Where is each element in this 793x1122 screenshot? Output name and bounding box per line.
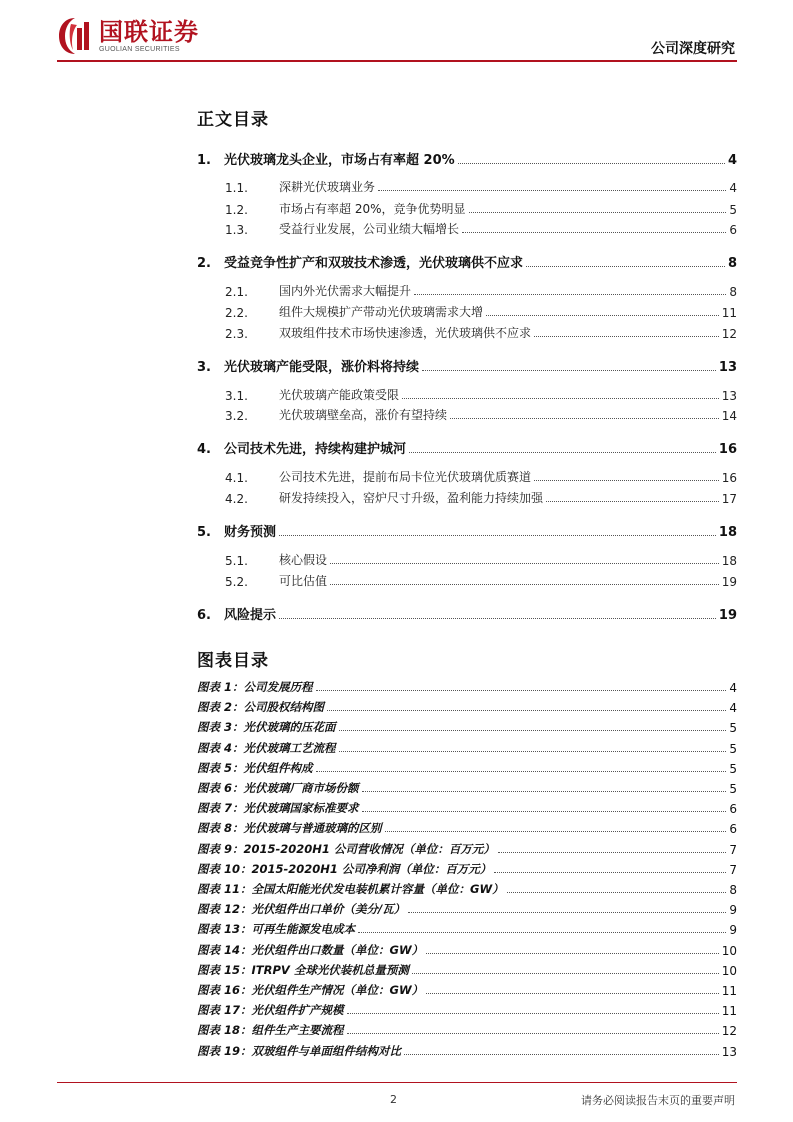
toc-entry-page: 4 bbox=[727, 153, 737, 168]
figure-entry-page: 10 bbox=[721, 963, 737, 978]
dot-leader bbox=[409, 451, 716, 453]
toc-entry-title: 可比估值 bbox=[279, 574, 328, 588]
toc-entry-page: 16 bbox=[721, 471, 737, 485]
toc-entry-title: 光伏玻璃壁垒高，涨价有望持续 bbox=[279, 408, 448, 422]
toc-entry-title: 双玻组件技术市场快速渗透，光伏玻璃供不应求 bbox=[279, 326, 532, 340]
dot-leader bbox=[426, 952, 719, 954]
figure-entry[interactable] bbox=[197, 740, 737, 756]
figure-entry-title: 图表 6：光伏玻璃厂商市场份额 bbox=[197, 781, 359, 795]
toc-chapter-entry[interactable] bbox=[197, 605, 737, 623]
toc-entry-page: 13 bbox=[718, 360, 737, 375]
toc-entry-title: 财务预测 bbox=[224, 525, 277, 540]
toc-section-entry[interactable] bbox=[225, 283, 737, 299]
logo-chinese: 国联证券 bbox=[99, 17, 199, 46]
toc-entry-title: 深耕光伏玻璃业务 bbox=[279, 180, 376, 194]
figure-entry-page: 11 bbox=[721, 1004, 737, 1019]
company-logo bbox=[57, 15, 199, 57]
figure-entry[interactable] bbox=[197, 881, 737, 897]
dot-leader bbox=[339, 729, 727, 731]
toc-entry-page: 18 bbox=[721, 554, 737, 568]
logo-english: GUOLIAN SECURITIES bbox=[99, 45, 180, 53]
figure-entry[interactable] bbox=[197, 760, 737, 776]
dot-leader bbox=[378, 189, 726, 191]
toc-section-entry[interactable] bbox=[225, 490, 737, 506]
toc-section-entry[interactable] bbox=[225, 201, 737, 217]
figure-entry[interactable] bbox=[197, 942, 737, 958]
dot-leader bbox=[402, 397, 719, 399]
figure-entry-page: 11 bbox=[721, 984, 737, 998]
figure-entry-page: 4 bbox=[729, 701, 737, 716]
toc-entry-number: 3.2. bbox=[225, 409, 248, 423]
figure-entry-title: 图表 14：光伏组件出口数量（单位：GW） bbox=[197, 942, 424, 957]
figure-entry-page: 9 bbox=[729, 923, 737, 938]
figure-entry-title: 图表 18：组件生产主要流程 bbox=[197, 1023, 344, 1038]
figure-entry[interactable] bbox=[197, 1022, 737, 1038]
figure-entry-page: 5 bbox=[729, 782, 737, 796]
dot-leader bbox=[546, 500, 719, 502]
footer-divider bbox=[57, 1082, 737, 1083]
figure-entry-title: 图表 4：光伏玻璃工艺流程 bbox=[197, 740, 336, 755]
toc-entry-page: 8 bbox=[729, 285, 737, 299]
figure-entry-page: 5 bbox=[729, 721, 737, 736]
toc-entry-number: 2.3. bbox=[225, 327, 248, 341]
dot-leader bbox=[385, 830, 727, 832]
toc-entry-number: 2.1. bbox=[225, 285, 248, 299]
toc-entry-page: 12 bbox=[721, 327, 737, 341]
toc-entry-number: 2. bbox=[197, 256, 211, 271]
figure-entry[interactable] bbox=[197, 820, 737, 836]
figure-entry-title: 图表 12：光伏组件出口单价（美分/瓦） bbox=[197, 902, 406, 917]
dot-leader bbox=[362, 790, 727, 792]
figure-entry[interactable] bbox=[197, 982, 737, 998]
figure-entry[interactable] bbox=[197, 719, 737, 735]
figure-entry-page: 4 bbox=[729, 681, 737, 695]
toc-entry-number: 4. bbox=[197, 442, 211, 457]
dot-leader bbox=[534, 335, 719, 337]
header-divider bbox=[57, 60, 737, 62]
toc-section-entry[interactable] bbox=[225, 221, 737, 237]
figure-entry[interactable] bbox=[197, 861, 737, 877]
figure-entry-page: 6 bbox=[729, 822, 737, 837]
toc-chapter-entry[interactable] bbox=[197, 253, 737, 271]
toc-entry-number: 4.2. bbox=[225, 492, 248, 506]
dot-leader bbox=[347, 1012, 719, 1014]
toc-section-entry[interactable] bbox=[225, 407, 737, 423]
toc-section-entry[interactable] bbox=[225, 573, 737, 589]
figure-list-title: 图表目录 bbox=[197, 651, 269, 671]
dot-leader bbox=[327, 709, 726, 711]
toc-entry-page: 6 bbox=[729, 223, 737, 237]
toc-title: 正文目录 bbox=[197, 110, 269, 130]
toc-entry-title: 研发持续投入，窑炉尺寸升级，盈利能力持续加强 bbox=[279, 491, 544, 505]
dot-leader bbox=[498, 851, 726, 853]
toc-chapter-entry[interactable] bbox=[197, 439, 737, 457]
toc-chapter-entry[interactable] bbox=[197, 150, 737, 168]
toc-entry-page: 11 bbox=[721, 306, 737, 320]
page-number: 2 bbox=[390, 1093, 397, 1106]
figure-entry-title: 图表 16：光伏组件生产情况（单位：GW） bbox=[197, 983, 424, 997]
toc-section-entry[interactable] bbox=[225, 325, 737, 341]
toc-section-entry[interactable] bbox=[225, 552, 737, 568]
dot-leader bbox=[426, 992, 719, 994]
toc-chapter-entry[interactable] bbox=[197, 522, 737, 540]
toc-entry-title: 公司技术先进，持续构建护城河 bbox=[224, 442, 407, 457]
toc-entry-title: 光伏玻璃产能受限，涨价料将持续 bbox=[224, 360, 420, 375]
toc-entry-title: 受益行业发展，公司业绩大幅增长 bbox=[279, 222, 460, 236]
figure-entry-page: 7 bbox=[729, 842, 737, 857]
toc-entry-number: 1.1. bbox=[225, 181, 248, 195]
figure-entry-page: 13 bbox=[721, 1044, 737, 1059]
toc-section-entry[interactable] bbox=[225, 179, 737, 195]
toc-entry-number: 1.2. bbox=[225, 203, 248, 217]
toc-entry-title: 核心假设 bbox=[279, 553, 328, 567]
toc-entry-page: 16 bbox=[718, 442, 737, 457]
toc-entry-number: 5.1. bbox=[225, 554, 248, 568]
figure-entry-title: 图表 13：可再生能源发电成本 bbox=[197, 922, 356, 937]
figure-entry-title: 图表 19：双玻组件与单面组件结构对比 bbox=[197, 1043, 402, 1058]
figure-entry-page: 8 bbox=[729, 883, 737, 897]
toc-entry-number: 4.1. bbox=[225, 471, 248, 485]
guolian-logo-icon bbox=[57, 16, 93, 56]
figure-entry[interactable] bbox=[197, 901, 737, 917]
figure-entry-title: 图表 5：光伏组件构成 bbox=[197, 760, 313, 775]
figure-entry[interactable] bbox=[197, 699, 737, 715]
figure-entry-title: 图表 10：2015-2020H1 公司净利润（单位：百万元） bbox=[197, 861, 492, 876]
toc-section-entry[interactable] bbox=[225, 304, 737, 320]
toc-entry-title: 国内外光伏需求大幅提升 bbox=[279, 284, 412, 298]
figure-entry[interactable] bbox=[197, 1043, 737, 1059]
dot-leader bbox=[462, 231, 726, 233]
toc-entry-page: 13 bbox=[721, 389, 737, 403]
figure-entry-title: 图表 7：光伏玻璃国家标准要求 bbox=[197, 801, 359, 816]
dot-leader bbox=[279, 534, 716, 536]
toc-entry-number: 3. bbox=[197, 360, 211, 375]
dot-leader bbox=[330, 583, 719, 585]
figure-entry-page: 10 bbox=[721, 943, 737, 958]
dot-leader bbox=[279, 617, 716, 619]
dot-leader bbox=[339, 750, 727, 752]
figure-entry-title: 图表 1：公司发展历程 bbox=[197, 680, 313, 694]
dot-leader bbox=[362, 810, 727, 812]
figure-entry[interactable] bbox=[197, 679, 737, 695]
figure-entry-title: 图表 15：ITRPV 全球光伏装机总量预测 bbox=[197, 962, 409, 977]
toc-entry-page: 4 bbox=[729, 181, 737, 195]
figure-entry[interactable] bbox=[197, 800, 737, 816]
figure-entry[interactable] bbox=[197, 1002, 737, 1018]
dot-leader bbox=[404, 1053, 719, 1055]
figure-entry-title: 图表 2：公司股权结构图 bbox=[197, 700, 325, 715]
figure-entry-page: 6 bbox=[729, 802, 737, 817]
disclaimer: 请务必阅读报告末页的重要声明 bbox=[581, 1094, 735, 1107]
toc-entry-number: 1.3. bbox=[225, 223, 248, 237]
toc-entry-title: 公司技术先进，提前布局卡位光伏玻璃优质赛道 bbox=[279, 470, 532, 484]
dot-leader bbox=[486, 314, 719, 316]
toc-entry-number: 5. bbox=[197, 525, 211, 540]
toc-entry-number: 3.1. bbox=[225, 389, 248, 403]
figure-entry-page: 9 bbox=[729, 903, 737, 918]
figure-entry[interactable] bbox=[197, 921, 737, 937]
toc-entry-page: 19 bbox=[721, 575, 737, 589]
toc-section-entry[interactable] bbox=[225, 387, 737, 403]
dot-leader bbox=[316, 770, 727, 772]
toc-section-entry[interactable] bbox=[225, 469, 737, 485]
figure-entry-page: 5 bbox=[729, 741, 737, 756]
toc-chapter-entry[interactable] bbox=[197, 357, 737, 375]
figure-entry-page: 12 bbox=[721, 1024, 737, 1039]
report-type: 公司深度研究 bbox=[651, 41, 735, 57]
toc-entry-number: 2.2. bbox=[225, 306, 248, 320]
toc-entry-page: 19 bbox=[718, 608, 737, 623]
figure-entry-title: 图表 17：光伏组件扩产规模 bbox=[197, 1003, 344, 1018]
dot-leader bbox=[408, 911, 726, 913]
dot-leader bbox=[358, 931, 726, 933]
toc-entry-page: 8 bbox=[727, 256, 737, 271]
dot-leader bbox=[526, 265, 725, 267]
dot-leader bbox=[412, 972, 719, 974]
figure-entry-page: 7 bbox=[729, 862, 737, 877]
dot-leader bbox=[422, 369, 716, 371]
figure-entry[interactable] bbox=[197, 780, 737, 796]
toc-entry-page: 17 bbox=[721, 492, 737, 506]
toc-entry-number: 6. bbox=[197, 608, 211, 623]
toc-entry-page: 5 bbox=[729, 203, 737, 217]
figure-entry-title: 图表 11：全国太阳能光伏发电装机累计容量（单位：GW） bbox=[197, 882, 504, 896]
dot-leader bbox=[330, 562, 719, 564]
toc-entry-title: 光伏玻璃龙头企业，市场占有率超 20% bbox=[224, 153, 455, 168]
dot-leader bbox=[458, 162, 725, 164]
toc-entry-page: 14 bbox=[721, 409, 737, 423]
dot-leader bbox=[469, 211, 727, 213]
dot-leader bbox=[494, 871, 726, 873]
dot-leader bbox=[347, 1032, 719, 1034]
dot-leader bbox=[450, 417, 719, 419]
toc-entry-title: 组件大规模扩产带动光伏玻璃需求大增 bbox=[279, 305, 484, 319]
figure-entry[interactable] bbox=[197, 962, 737, 978]
dot-leader bbox=[534, 479, 719, 481]
toc-entry-number: 5.2. bbox=[225, 575, 248, 589]
figure-entry-title: 图表 3：光伏玻璃的压花面 bbox=[197, 720, 336, 735]
toc-entry-title: 市场占有率超 20%，竞争优势明显 bbox=[279, 202, 466, 216]
figure-entry-title: 图表 8：光伏玻璃与普通玻璃的区别 bbox=[197, 821, 382, 836]
toc-entry-title: 风险提示 bbox=[224, 608, 277, 623]
figure-entry-page: 5 bbox=[729, 761, 737, 776]
page-header bbox=[0, 0, 793, 66]
toc-entry-page: 18 bbox=[718, 525, 737, 540]
toc-entry-number: 1. bbox=[197, 153, 211, 168]
figure-entry[interactable] bbox=[197, 841, 737, 857]
dot-leader bbox=[414, 293, 726, 295]
toc-entry-title: 光伏玻璃产能政策受限 bbox=[279, 388, 400, 402]
toc-entry-title: 受益竞争性扩产和双玻技术渗透，光伏玻璃供不应求 bbox=[224, 256, 524, 271]
dot-leader bbox=[316, 689, 727, 691]
figure-entry-title: 图表 9：2015-2020H1 公司营收情况（单位：百万元） bbox=[197, 841, 495, 856]
dot-leader bbox=[507, 891, 727, 893]
